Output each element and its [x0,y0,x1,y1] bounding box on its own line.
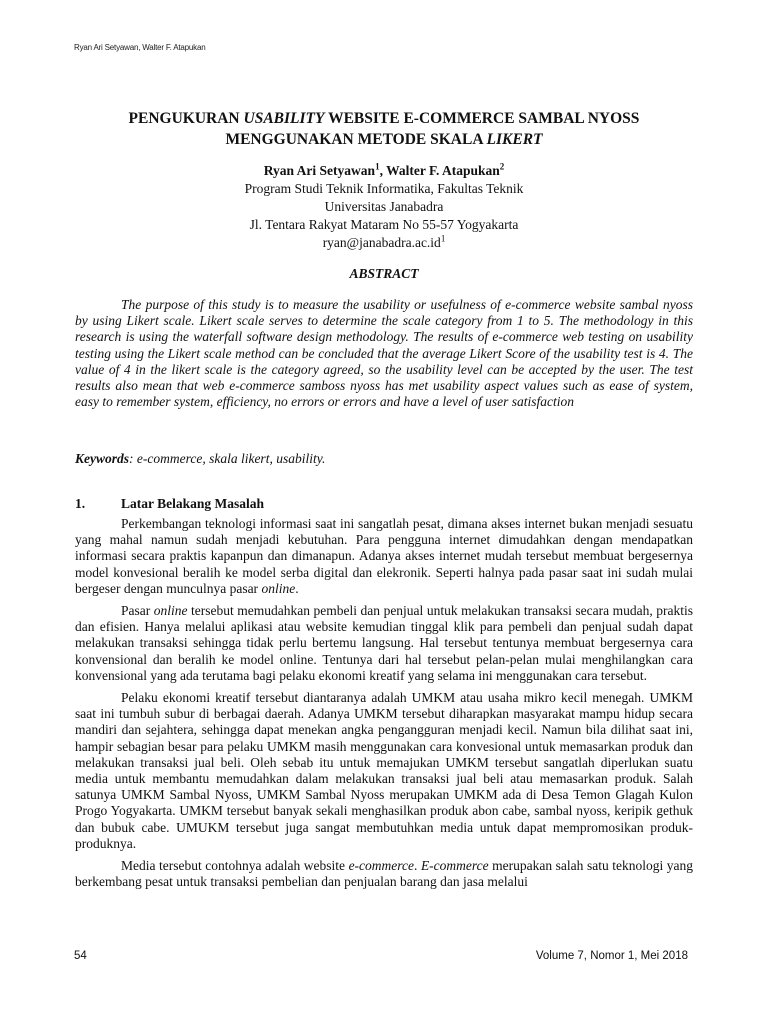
abstract-text: The purpose of this study is to measure the usability or usefulness of e-commerce website sambal nyoss by using Likert scale. Likert scale serves to determine the scale category from 1 to 5. The methodology in this research is using the waterfall software design methodology. The results of e-commerce web testing on usability testing using the Likert scale method can be concluded that the average Likert Score of the usability test is 4. The value of 4 in the likert scale is the category agreed, so the usability level can be accepted by the user. The test results also mean that web e-commerce samboss nyoss has met usability aspect values such as ease of system, easy to remember system, efficiency, no errors or errors and have a level of user satisfaction [75,297,693,410]
paragraph-text: . [414,858,421,874]
keywords-text: : e-commerce, skala likert, usability. [129,451,326,466]
page-number: 54 [74,950,87,962]
paragraph-text: Perkembangan teknologi informasi saat ini sangatlah pesat, dimana akses internet bukan menjadi sesuatu yang mahal namun sudah menjadi kebutuhan. Para pengguna internet dimudahkan dengan mendapatkan informasi secara praktis kapanpun dan dimanapun. Adanya akses internet mudah tersebut membuat bergesernya model konvesional beralih ke model serba digital dan elekronik. Seperti halnya pada pasar saat ini sudah mulai bergeser dengan munculnya pasar [75,516,693,596]
title-part: MENGGUNAKAN METODE SKALA [225,131,487,148]
affiliation-line: Universitas Janabadra [324,199,444,214]
paper-title [60,108,708,150]
paragraph-text: merupakan salah satu teknologi yang berkembang pesat untuk transaksi pembelian dan penjualan barang dan jasa melalui [75,858,693,890]
author-name: Walter F. Atapukan [386,163,500,178]
author-block [60,162,708,252]
paragraph-text: Media tersebut contohnya adalah website [121,858,349,874]
affiliation-line: Program Studi Teknik Informatika, Fakultas Teknik [244,181,524,196]
paragraph: Pelaku ekonomi kreatif tersebut diantaranya adalah UMKM atau usaha mikro kecil menegah. UMKM saat ini tumbuh subur di berbagai daerah. Adanya UMKM tersebut diharapkan masyarakat mampu hidup secara mandiri dan sejahtera, sehingga dapat menekan angka pengangguran menjadi kecil. Namun bila dilihat saat ini, hampir sebagian besar para pelaku UMKM masih menggunakan cara konvesional untuk memasarkan produk dan melakukan transaksi jual beli. Oleh sebab itu untuk memajukan UMKM tersebut sangatlah diperlukan suatu media untuk membantu memudahkan dalam melakukan transaksi jual beli atau memasarkan produk. Salah satunya UMKM Sambal Nyoss, UMKM Sambal Nyoss merupakan UMKM ada di Desa Temon Glagah Kulon Progo Yogyakarta. UMKM tersebut banyak sekali menghasilkan produk abon cabe, sambal nyoss, keripik gethuk dan bubuk cabe. UMUKM tersebut juga sangat membutuhkan media untuk dapat mempromosikan produk-produknya. [75,690,693,851]
section-body [75,516,693,896]
paragraph-italic: online [261,580,296,596]
paragraph-text: Pasar [121,603,154,619]
author-email [60,234,708,252]
paragraph [75,516,693,597]
volume-info: Volume 7, Nomor 1, Mei 2018 [535,950,688,962]
title-part: WEBSITE E-COMMERCE SAMBAL NYOSS [324,110,640,127]
author-sup: 2 [499,161,505,172]
section-title: Latar Belakang Masalah [121,496,265,511]
running-head: Ryan Ari Setyawan, Walter F. Atapukan [74,43,206,52]
author-names [60,162,708,180]
paragraph [75,858,693,890]
abstract-heading: ABSTRACT [349,266,419,281]
section-heading [75,496,264,512]
paragraph-text: tersebut memudahkan pembeli dan penjual untuk melakukan transaksi secara mudah, praktis dan efisien. Hanya melalui aplikasi atau website kemudian tinggal klik para pembeli dan penjual sudah dapat melakukan transaksi sehingga tidak perlu bertemu langsung. Hal tersebut tentunya membuat bergesernya cara konvensional dan beralih ke model online. Tentunya dari hal tersebut pelan-pelan mulai menghilangkan cara konvensional yang ada terutama bagi pelaku ekonomi kreatif yang selama ini menggunakan cara tersebut. [75,603,693,683]
email-text: ryan@janabadra.ac.id [322,235,441,250]
paragraph-italic: e-commerce [348,858,415,874]
author-sup: 1 [375,161,380,172]
affiliation-line: Jl. Tentara Rakyat Mataram No 55-57 Yogyakarta [249,217,519,232]
author-separator: , [379,163,387,178]
paragraph [75,603,693,684]
title-part: PENGUKURAN [128,110,244,127]
paragraph-text: . [295,580,299,596]
paragraph-italic: online [153,603,188,619]
email-sup: 1 [440,233,446,244]
paragraph-italic: E-commerce [420,858,489,874]
keywords [75,451,693,467]
author-name: Ryan Ari Setyawan [263,163,376,178]
title-italic: USABILITY [243,110,325,127]
title-italic: LIKERT [486,131,543,148]
keywords-label: Keywords [75,451,129,466]
section-number: 1. [75,496,86,511]
